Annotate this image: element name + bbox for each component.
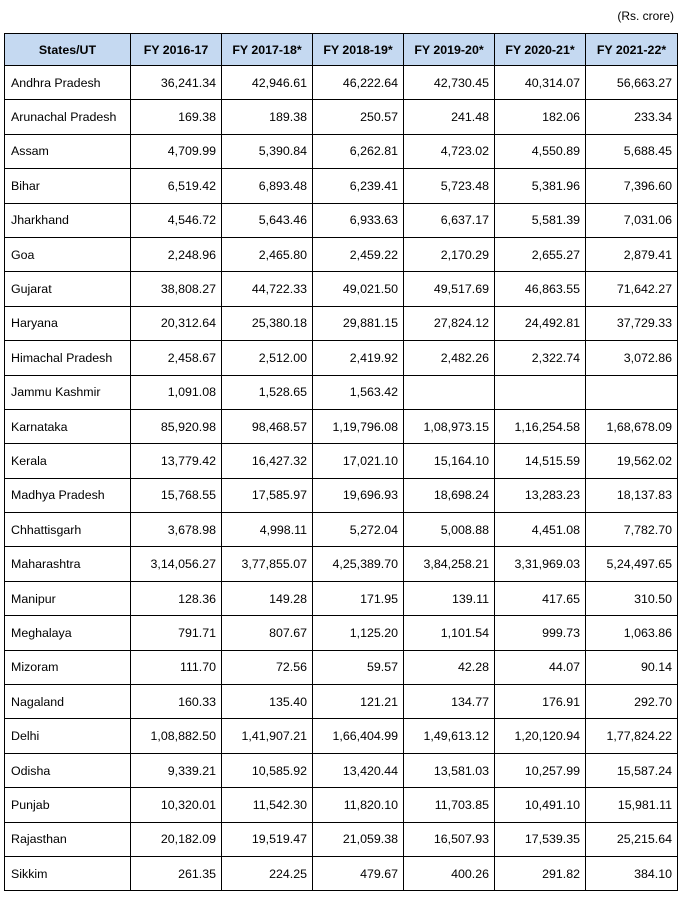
state-name-cell: Mizoram <box>5 650 131 684</box>
value-cell: 1,091.08 <box>131 375 222 409</box>
value-cell: 6,933.63 <box>313 203 404 237</box>
value-cell: 44,722.33 <box>222 272 313 306</box>
value-cell: 2,655.27 <box>495 237 586 271</box>
value-cell: 18,137.83 <box>586 478 678 512</box>
value-cell: 1,563.42 <box>313 375 404 409</box>
value-cell: 2,322.74 <box>495 341 586 375</box>
value-cell: 15,981.11 <box>586 788 678 822</box>
value-cell: 36,241.34 <box>131 66 222 100</box>
value-cell: 400.26 <box>404 856 495 890</box>
value-cell: 40,314.07 <box>495 66 586 100</box>
value-cell: 13,779.42 <box>131 444 222 478</box>
value-cell: 16,507.93 <box>404 822 495 856</box>
value-cell: 13,420.44 <box>313 753 404 787</box>
value-cell: 1,20,120.94 <box>495 719 586 753</box>
table-row <box>5 822 678 856</box>
value-cell: 1,66,404.99 <box>313 719 404 753</box>
value-cell: 171.95 <box>313 581 404 615</box>
state-data-table <box>4 33 678 891</box>
table-row <box>5 719 678 753</box>
value-cell: 17,539.35 <box>495 822 586 856</box>
value-cell: 29,881.15 <box>313 306 404 340</box>
unit-note: (Rs. crore) <box>617 9 674 23</box>
table-row <box>5 409 678 443</box>
value-cell: 4,998.11 <box>222 513 313 547</box>
state-name-cell: Jammu Kashmir <box>5 375 131 409</box>
value-cell: 21,059.38 <box>313 822 404 856</box>
value-cell: 27,824.12 <box>404 306 495 340</box>
table-row <box>5 685 678 719</box>
value-cell: 98,468.57 <box>222 409 313 443</box>
value-cell: 6,239.41 <box>313 169 404 203</box>
table-row <box>5 100 678 134</box>
value-cell: 292.70 <box>586 685 678 719</box>
value-cell: 19,519.47 <box>222 822 313 856</box>
value-cell: 4,25,389.70 <box>313 547 404 581</box>
table-row <box>5 134 678 168</box>
value-cell: 176.91 <box>495 685 586 719</box>
value-cell: 42.28 <box>404 650 495 684</box>
value-cell: 5,390.84 <box>222 134 313 168</box>
value-cell: 25,380.18 <box>222 306 313 340</box>
table-row <box>5 788 678 822</box>
value-cell: 3,678.98 <box>131 513 222 547</box>
value-cell: 18,698.24 <box>404 478 495 512</box>
table-row <box>5 341 678 375</box>
value-cell: 15,164.10 <box>404 444 495 478</box>
value-cell: 1,063.86 <box>586 616 678 650</box>
state-name-cell: Odisha <box>5 753 131 787</box>
value-cell: 5,723.48 <box>404 169 495 203</box>
value-cell: 241.48 <box>404 100 495 134</box>
value-cell: 3,14,056.27 <box>131 547 222 581</box>
value-cell: 13,283.23 <box>495 478 586 512</box>
value-cell: 59.57 <box>313 650 404 684</box>
value-cell: 44.07 <box>495 650 586 684</box>
value-cell: 4,709.99 <box>131 134 222 168</box>
value-cell: 5,381.96 <box>495 169 586 203</box>
value-cell: 3,77,855.07 <box>222 547 313 581</box>
value-cell: 128.36 <box>131 581 222 615</box>
state-name-cell: Chhattisgarh <box>5 513 131 547</box>
value-cell: 4,451.08 <box>495 513 586 547</box>
value-cell: 134.77 <box>404 685 495 719</box>
value-cell: 7,782.70 <box>586 513 678 547</box>
value-cell: 19,696.93 <box>313 478 404 512</box>
value-cell: 417.65 <box>495 581 586 615</box>
value-cell: 261.35 <box>131 856 222 890</box>
state-name-cell: Andhra Pradesh <box>5 66 131 100</box>
value-cell: 90.14 <box>586 650 678 684</box>
value-cell: 10,585.92 <box>222 753 313 787</box>
value-cell: 17,021.10 <box>313 444 404 478</box>
value-cell: 16,427.32 <box>222 444 313 478</box>
header-states: States/UT <box>5 34 131 66</box>
value-cell: 250.57 <box>313 100 404 134</box>
state-name-cell: Punjab <box>5 788 131 822</box>
value-cell: 2,170.29 <box>404 237 495 271</box>
value-cell: 49,021.50 <box>313 272 404 306</box>
value-cell: 3,31,969.03 <box>495 547 586 581</box>
value-cell: 2,512.00 <box>222 341 313 375</box>
table-row <box>5 444 678 478</box>
header-fy-2020-21: FY 2020-21* <box>495 34 586 66</box>
table-body <box>5 66 678 891</box>
value-cell: 42,946.61 <box>222 66 313 100</box>
value-cell: 11,703.85 <box>404 788 495 822</box>
header-row <box>5 34 678 66</box>
value-cell <box>404 375 495 409</box>
value-cell: 233.34 <box>586 100 678 134</box>
value-cell: 9,339.21 <box>131 753 222 787</box>
table-row <box>5 237 678 271</box>
table-row <box>5 581 678 615</box>
table-row <box>5 478 678 512</box>
value-cell: 1,68,678.09 <box>586 409 678 443</box>
value-cell: 6,893.48 <box>222 169 313 203</box>
value-cell: 2,465.80 <box>222 237 313 271</box>
value-cell: 56,663.27 <box>586 66 678 100</box>
value-cell: 17,585.97 <box>222 478 313 512</box>
value-cell: 42,730.45 <box>404 66 495 100</box>
value-cell: 24,492.81 <box>495 306 586 340</box>
state-name-cell: Madhya Pradesh <box>5 478 131 512</box>
value-cell: 224.25 <box>222 856 313 890</box>
value-cell: 135.40 <box>222 685 313 719</box>
state-name-cell: Haryana <box>5 306 131 340</box>
value-cell: 6,262.81 <box>313 134 404 168</box>
value-cell: 20,182.09 <box>131 822 222 856</box>
value-cell: 37,729.33 <box>586 306 678 340</box>
state-name-cell: Bihar <box>5 169 131 203</box>
state-name-cell: Karnataka <box>5 409 131 443</box>
value-cell: 2,482.26 <box>404 341 495 375</box>
state-name-cell: Delhi <box>5 719 131 753</box>
value-cell: 1,16,254.58 <box>495 409 586 443</box>
value-cell <box>586 375 678 409</box>
table-row <box>5 375 678 409</box>
state-name-cell: Nagaland <box>5 685 131 719</box>
value-cell: 111.70 <box>131 650 222 684</box>
state-name-cell: Arunachal Pradesh <box>5 100 131 134</box>
state-name-cell: Meghalaya <box>5 616 131 650</box>
table-row <box>5 856 678 890</box>
value-cell: 1,08,882.50 <box>131 719 222 753</box>
state-name-cell: Rajasthan <box>5 822 131 856</box>
value-cell: 49,517.69 <box>404 272 495 306</box>
value-cell: 2,879.41 <box>586 237 678 271</box>
value-cell: 121.21 <box>313 685 404 719</box>
value-cell: 1,77,824.22 <box>586 719 678 753</box>
value-cell: 1,528.65 <box>222 375 313 409</box>
value-cell: 4,550.89 <box>495 134 586 168</box>
value-cell: 4,546.72 <box>131 203 222 237</box>
table-row <box>5 547 678 581</box>
value-cell: 11,542.30 <box>222 788 313 822</box>
table-row <box>5 306 678 340</box>
value-cell: 4,723.02 <box>404 134 495 168</box>
value-cell: 5,643.46 <box>222 203 313 237</box>
table-row <box>5 513 678 547</box>
value-cell: 479.67 <box>313 856 404 890</box>
state-name-cell: Manipur <box>5 581 131 615</box>
value-cell <box>495 375 586 409</box>
header-fy-2018-19: FY 2018-19* <box>313 34 404 66</box>
value-cell: 1,41,907.21 <box>222 719 313 753</box>
value-cell: 72.56 <box>222 650 313 684</box>
table-row <box>5 272 678 306</box>
value-cell: 10,257.99 <box>495 753 586 787</box>
table-row <box>5 753 678 787</box>
value-cell: 46,863.55 <box>495 272 586 306</box>
value-cell: 10,491.10 <box>495 788 586 822</box>
state-name-cell: Gujarat <box>5 272 131 306</box>
value-cell: 20,312.64 <box>131 306 222 340</box>
value-cell: 5,008.88 <box>404 513 495 547</box>
value-cell: 182.06 <box>495 100 586 134</box>
value-cell: 384.10 <box>586 856 678 890</box>
value-cell: 7,396.60 <box>586 169 678 203</box>
state-name-cell: Assam <box>5 134 131 168</box>
value-cell: 13,581.03 <box>404 753 495 787</box>
value-cell: 169.38 <box>131 100 222 134</box>
value-cell: 1,19,796.08 <box>313 409 404 443</box>
value-cell: 189.38 <box>222 100 313 134</box>
table-row <box>5 169 678 203</box>
value-cell: 1,125.20 <box>313 616 404 650</box>
header-fy-2019-20: FY 2019-20* <box>404 34 495 66</box>
state-name-cell: Himachal Pradesh <box>5 341 131 375</box>
value-cell: 149.28 <box>222 581 313 615</box>
value-cell: 5,688.45 <box>586 134 678 168</box>
header-fy-2017-18: FY 2017-18* <box>222 34 313 66</box>
state-name-cell: Maharashtra <box>5 547 131 581</box>
value-cell: 160.33 <box>131 685 222 719</box>
value-cell: 2,459.22 <box>313 237 404 271</box>
value-cell: 71,642.27 <box>586 272 678 306</box>
value-cell: 46,222.64 <box>313 66 404 100</box>
state-name-cell: Jharkhand <box>5 203 131 237</box>
state-name-cell: Goa <box>5 237 131 271</box>
header-fy-2021-22: FY 2021-22* <box>586 34 678 66</box>
value-cell: 15,587.24 <box>586 753 678 787</box>
value-cell: 6,519.42 <box>131 169 222 203</box>
value-cell: 10,320.01 <box>131 788 222 822</box>
value-cell: 15,768.55 <box>131 478 222 512</box>
value-cell: 85,920.98 <box>131 409 222 443</box>
table-row <box>5 616 678 650</box>
value-cell: 5,24,497.65 <box>586 547 678 581</box>
state-name-cell: Kerala <box>5 444 131 478</box>
value-cell: 2,458.67 <box>131 341 222 375</box>
value-cell: 25,215.64 <box>586 822 678 856</box>
state-name-cell: Sikkim <box>5 856 131 890</box>
value-cell: 1,101.54 <box>404 616 495 650</box>
value-cell: 14,515.59 <box>495 444 586 478</box>
value-cell: 6,637.17 <box>404 203 495 237</box>
value-cell: 3,072.86 <box>586 341 678 375</box>
table-row <box>5 66 678 100</box>
value-cell: 791.71 <box>131 616 222 650</box>
value-cell: 807.67 <box>222 616 313 650</box>
value-cell: 999.73 <box>495 616 586 650</box>
value-cell: 38,808.27 <box>131 272 222 306</box>
value-cell: 5,581.39 <box>495 203 586 237</box>
header-fy-2016-17: FY 2016-17 <box>131 34 222 66</box>
value-cell: 19,562.02 <box>586 444 678 478</box>
value-cell: 11,820.10 <box>313 788 404 822</box>
table-row <box>5 203 678 237</box>
value-cell: 291.82 <box>495 856 586 890</box>
value-cell: 5,272.04 <box>313 513 404 547</box>
value-cell: 139.11 <box>404 581 495 615</box>
value-cell: 2,248.96 <box>131 237 222 271</box>
value-cell: 310.50 <box>586 581 678 615</box>
table-row <box>5 650 678 684</box>
value-cell: 3,84,258.21 <box>404 547 495 581</box>
value-cell: 7,031.06 <box>586 203 678 237</box>
value-cell: 1,49,613.12 <box>404 719 495 753</box>
value-cell: 2,419.92 <box>313 341 404 375</box>
value-cell: 1,08,973.15 <box>404 409 495 443</box>
